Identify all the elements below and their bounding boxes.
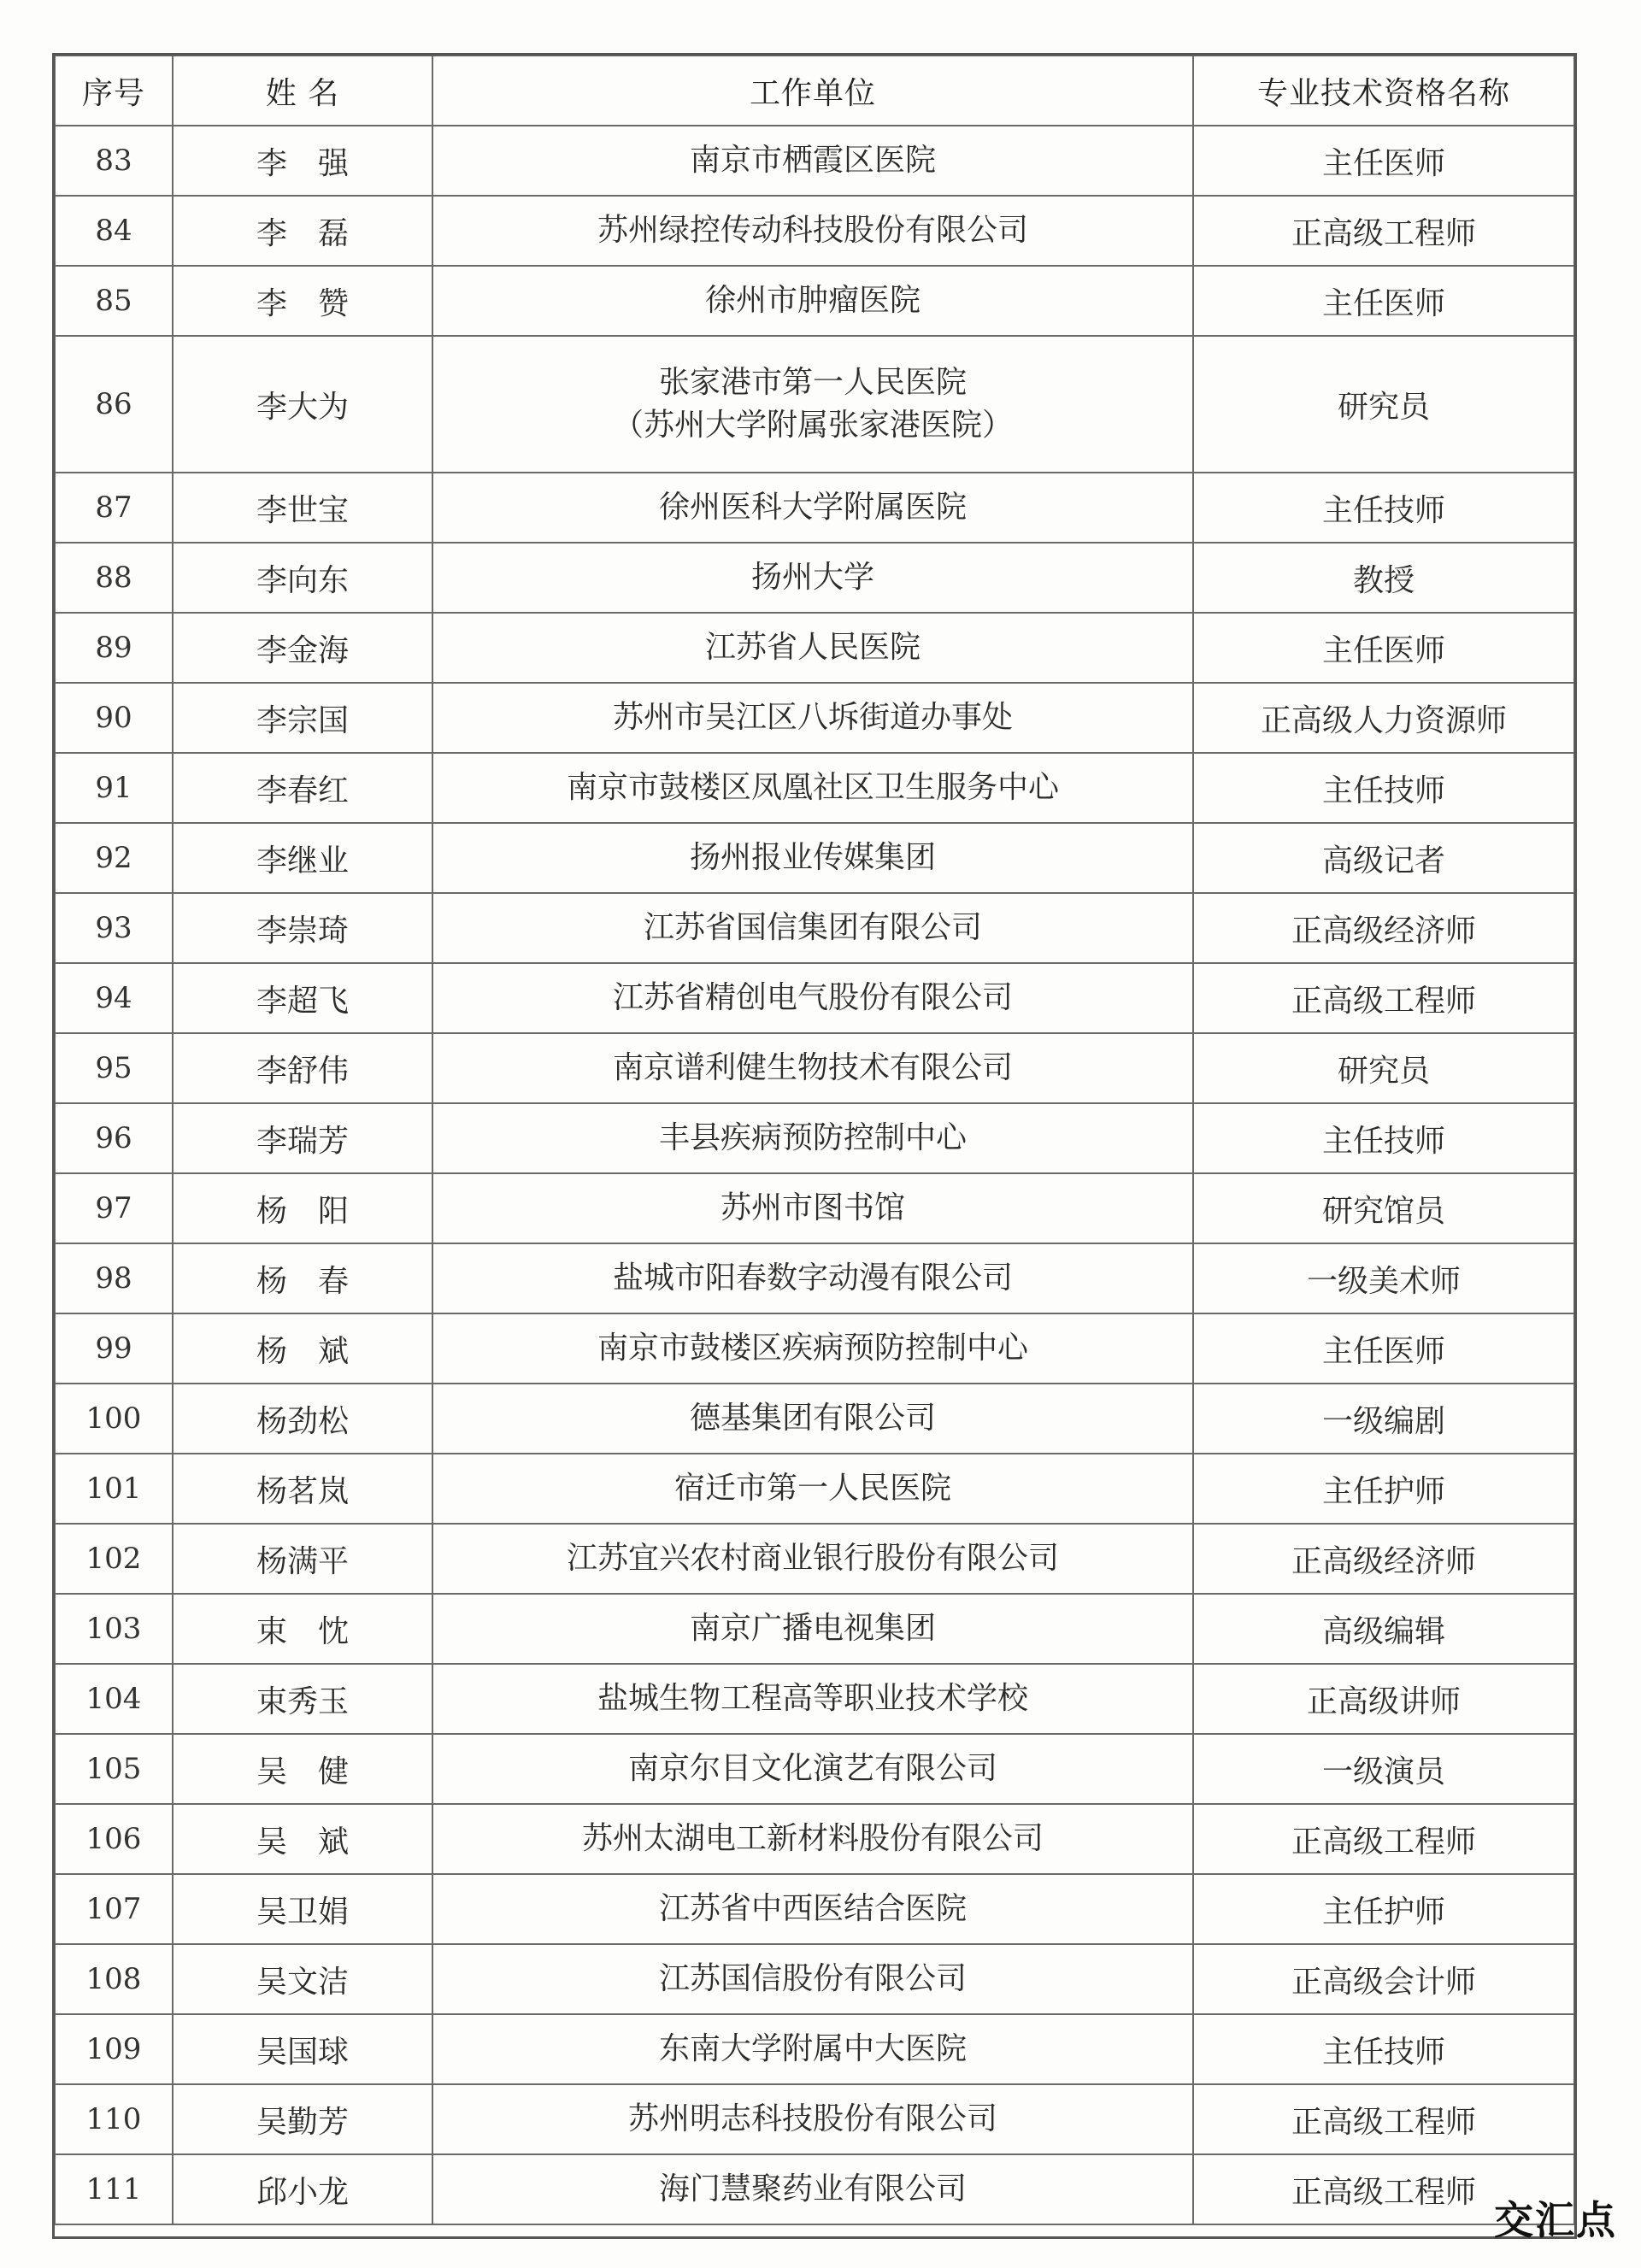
cell-no: 98 — [55, 1243, 173, 1313]
unit-line: 徐州医科大学附属医院 — [658, 490, 967, 525]
unit-line: 南京尔目文化演艺有限公司 — [627, 1751, 997, 1786]
cell-title: 主任护师 — [1193, 1454, 1574, 1524]
table-row — [55, 963, 1574, 1033]
cell-unit — [432, 1734, 1193, 1804]
table-row — [55, 1944, 1574, 2014]
cell-no: 95 — [55, 1033, 173, 1103]
cell-title: 正高级讲师 — [1193, 1664, 1574, 1734]
cell-no: 91 — [55, 753, 173, 823]
cell-unit — [432, 196, 1193, 266]
cell-title: 正高级工程师 — [1193, 1804, 1574, 1874]
cell-unit — [432, 1874, 1193, 1944]
cell-unit — [432, 1313, 1193, 1384]
header-title: 专业技术资格名称 — [1193, 56, 1574, 126]
cell-unit — [432, 1243, 1193, 1313]
unit-line: 江苏省中西医结合医院 — [658, 1891, 967, 1926]
cell-no: 104 — [55, 1664, 173, 1734]
unit-line: 苏州市吴江区八坼街道办事处 — [612, 700, 1013, 735]
cell-title: 一级演员 — [1193, 1734, 1574, 1804]
cell-title: 一级美术师 — [1193, 1243, 1574, 1313]
cell-no: 87 — [55, 473, 173, 543]
cell-no: 94 — [55, 963, 173, 1033]
table-row — [55, 683, 1574, 753]
table-row — [55, 1454, 1574, 1524]
cell-name: 李 强 — [173, 126, 432, 196]
cell-name: 吴国球 — [173, 2014, 432, 2084]
cell-title: 正高级经济师 — [1193, 1524, 1574, 1594]
cell-no: 105 — [55, 1734, 173, 1804]
cell-title: 主任技师 — [1193, 473, 1574, 543]
unit-line: 丰县疾病预防控制中心 — [658, 1120, 967, 1155]
header-unit: 工作单位 — [432, 56, 1193, 126]
cell-title: 正高级工程师 — [1193, 2084, 1574, 2154]
cell-no: 107 — [55, 1874, 173, 1944]
cell-name: 杨 阳 — [173, 1173, 432, 1243]
cell-unit — [432, 753, 1193, 823]
cell-name: 吴勤芳 — [173, 2084, 432, 2154]
cell-name: 吴文洁 — [173, 1944, 432, 2014]
cell-name: 束 忱 — [173, 1594, 432, 1664]
cell-name: 李舒伟 — [173, 1033, 432, 1103]
unit-line: 宿迁市第一人民医院 — [673, 1471, 951, 1506]
unit-line: 江苏国信股份有限公司 — [658, 1961, 967, 1996]
table-row — [55, 336, 1574, 473]
cell-name: 杨满平 — [173, 1524, 432, 1594]
table-row — [55, 1313, 1574, 1384]
cell-no: 102 — [55, 1524, 173, 1594]
cell-unit — [432, 1173, 1193, 1243]
cell-name: 束秀玉 — [173, 1664, 432, 1734]
unit-line: 苏州太湖电工新材料股份有限公司 — [581, 1821, 1044, 1856]
cell-no: 101 — [55, 1454, 173, 1524]
cell-unit — [432, 1103, 1193, 1173]
cell-unit — [432, 823, 1193, 893]
cell-unit — [432, 266, 1193, 336]
table-row — [55, 1594, 1574, 1664]
table-row — [55, 266, 1574, 336]
cell-name: 吴卫娟 — [173, 1874, 432, 1944]
unit-line: 德基集团有限公司 — [689, 1401, 936, 1436]
cell-name: 邱小龙 — [173, 2154, 432, 2224]
table-row — [55, 473, 1574, 543]
unit-line: 南京谱利健生物技术有限公司 — [612, 1050, 1013, 1085]
cell-title: 正高级人力资源师 — [1193, 683, 1574, 753]
unit-line: 南京市鼓楼区疾病预防控制中心 — [597, 1331, 1028, 1366]
cell-name: 李继业 — [173, 823, 432, 893]
unit-line: 江苏省精创电气股份有限公司 — [612, 980, 1013, 1015]
cell-unit — [432, 1594, 1193, 1664]
cell-title: 正高级经济师 — [1193, 893, 1574, 963]
cell-name: 杨茗岚 — [173, 1454, 432, 1524]
unit-line: 江苏省国信集团有限公司 — [643, 910, 982, 945]
cell-no: 97 — [55, 1173, 173, 1243]
cell-title: 主任护师 — [1193, 1874, 1574, 1944]
table-row — [55, 1804, 1574, 1874]
cell-name: 李 赞 — [173, 266, 432, 336]
cell-no: 84 — [55, 196, 173, 266]
cell-title: 主任技师 — [1193, 753, 1574, 823]
cell-unit — [432, 1384, 1193, 1454]
table-header — [55, 56, 1574, 126]
cell-name: 李 磊 — [173, 196, 432, 266]
cell-unit — [432, 613, 1193, 683]
cell-unit — [432, 126, 1193, 196]
cell-unit — [432, 1033, 1193, 1103]
cell-no: 109 — [55, 2014, 173, 2084]
table-row — [55, 2154, 1574, 2224]
cell-title: 主任医师 — [1193, 266, 1574, 336]
cell-name: 李瑞芳 — [173, 1103, 432, 1173]
cell-title: 主任医师 — [1193, 613, 1574, 683]
cell-no: 99 — [55, 1313, 173, 1384]
cell-unit — [432, 1664, 1193, 1734]
cell-title: 正高级工程师 — [1193, 2154, 1574, 2224]
cell-title: 教授 — [1193, 543, 1574, 613]
header-name: 姓 名 — [173, 56, 432, 126]
cell-title: 正高级工程师 — [1193, 963, 1574, 1033]
header-no: 序号 — [55, 56, 173, 126]
cell-title: 研究员 — [1193, 1033, 1574, 1103]
table-row — [55, 1874, 1574, 1944]
cell-title: 主任技师 — [1193, 1103, 1574, 1173]
cell-title: 研究馆员 — [1193, 1173, 1574, 1243]
cell-name: 李向东 — [173, 543, 432, 613]
cell-no: 86 — [55, 336, 173, 473]
cell-unit — [432, 683, 1193, 753]
cell-name: 李世宝 — [173, 473, 432, 543]
cell-unit — [432, 1944, 1193, 2014]
table-row — [55, 543, 1574, 613]
table-row — [55, 126, 1574, 196]
unit-line: 苏州市图书馆 — [720, 1190, 905, 1225]
cell-name: 李宗国 — [173, 683, 432, 753]
cell-name: 李大为 — [173, 336, 432, 473]
cell-no: 103 — [55, 1594, 173, 1664]
source-watermark: 交汇点 — [1494, 2197, 1617, 2243]
cell-no: 96 — [55, 1103, 173, 1173]
unit-line: 南京广播电视集团 — [689, 1611, 936, 1646]
cell-unit — [432, 2084, 1193, 2154]
table-row — [55, 2014, 1574, 2084]
cell-no: 88 — [55, 543, 173, 613]
cell-name: 杨 斌 — [173, 1313, 432, 1384]
cell-name: 吴 健 — [173, 1734, 432, 1804]
cell-name: 李超飞 — [173, 963, 432, 1033]
table-row — [55, 613, 1574, 683]
table-body — [55, 126, 1574, 2224]
unit-line: 东南大学附属中大医院 — [658, 2031, 967, 2066]
unit-line: 苏州明志科技股份有限公司 — [627, 2101, 997, 2136]
unit-line: 扬州报业传媒集团 — [689, 840, 936, 875]
cell-title: 研究员 — [1193, 336, 1574, 473]
cell-unit — [432, 473, 1193, 543]
cell-title: 主任医师 — [1193, 126, 1574, 196]
table-row — [55, 1173, 1574, 1243]
table-row — [55, 1524, 1574, 1594]
unit-line: 南京市栖霞区医院 — [689, 143, 936, 178]
unit-line: 扬州大学 — [750, 560, 874, 595]
cell-name: 杨 春 — [173, 1243, 432, 1313]
cell-no: 108 — [55, 1944, 173, 2014]
cell-no: 111 — [55, 2154, 173, 2224]
unit-line: 海门慧聚药业有限公司 — [658, 2171, 967, 2206]
cell-no: 110 — [55, 2084, 173, 2154]
cell-no: 106 — [55, 1804, 173, 1874]
roster-table — [54, 55, 1575, 2225]
table-row — [55, 893, 1574, 963]
table-row — [55, 2084, 1574, 2154]
unit-line: 苏州绿控传动科技股份有限公司 — [597, 213, 1028, 248]
unit-line: 盐城市阳春数字动漫有限公司 — [612, 1260, 1013, 1296]
cell-title: 正高级会计师 — [1193, 1944, 1574, 2014]
cell-no: 85 — [55, 266, 173, 336]
cell-unit — [432, 1454, 1193, 1524]
header-row — [55, 56, 1574, 126]
cell-name: 吴 斌 — [173, 1804, 432, 1874]
cell-title: 高级编辑 — [1193, 1594, 1574, 1664]
cell-title: 主任医师 — [1193, 1313, 1574, 1384]
cell-no: 93 — [55, 893, 173, 963]
cell-unit — [432, 893, 1193, 963]
table-row — [55, 1033, 1574, 1103]
cell-no: 92 — [55, 823, 173, 893]
cell-unit — [432, 543, 1193, 613]
table-row — [55, 1384, 1574, 1454]
cell-no: 100 — [55, 1384, 173, 1454]
cell-unit — [432, 1804, 1193, 1874]
cell-title: 高级记者 — [1193, 823, 1574, 893]
cell-no: 89 — [55, 613, 173, 683]
cell-unit — [432, 1524, 1193, 1594]
cell-name: 李崇琦 — [173, 893, 432, 963]
table-row — [55, 1664, 1574, 1734]
cell-title: 主任技师 — [1193, 2014, 1574, 2084]
unit-line: （苏州大学附属张家港医院） — [612, 408, 1013, 443]
cell-no: 83 — [55, 126, 173, 196]
cell-name: 李春红 — [173, 753, 432, 823]
cell-unit — [432, 2014, 1193, 2084]
table-row — [55, 1243, 1574, 1313]
table-row — [55, 753, 1574, 823]
unit-line: 江苏宜兴农村商业银行股份有限公司 — [566, 1541, 1059, 1576]
unit-line: 张家港市第一人民医院 — [658, 365, 967, 400]
cell-unit — [432, 2154, 1193, 2224]
unit-line: 江苏省人民医院 — [704, 630, 920, 665]
cell-title: 正高级工程师 — [1193, 196, 1574, 266]
cell-title: 一级编剧 — [1193, 1384, 1574, 1454]
unit-line: 盐城生物工程高等职业技术学校 — [597, 1681, 1028, 1716]
table-row — [55, 1734, 1574, 1804]
cell-no: 90 — [55, 683, 173, 753]
unit-line: 徐州市肿瘤医院 — [704, 283, 920, 318]
table-row — [55, 823, 1574, 893]
table-row — [55, 196, 1574, 266]
table-row — [55, 1103, 1574, 1173]
cell-name: 李金海 — [173, 613, 432, 683]
unit-line: 南京市鼓楼区凤凰社区卫生服务中心 — [566, 770, 1059, 805]
cell-unit — [432, 336, 1193, 473]
cell-name: 杨劲松 — [173, 1384, 432, 1454]
cell-unit — [432, 963, 1193, 1033]
